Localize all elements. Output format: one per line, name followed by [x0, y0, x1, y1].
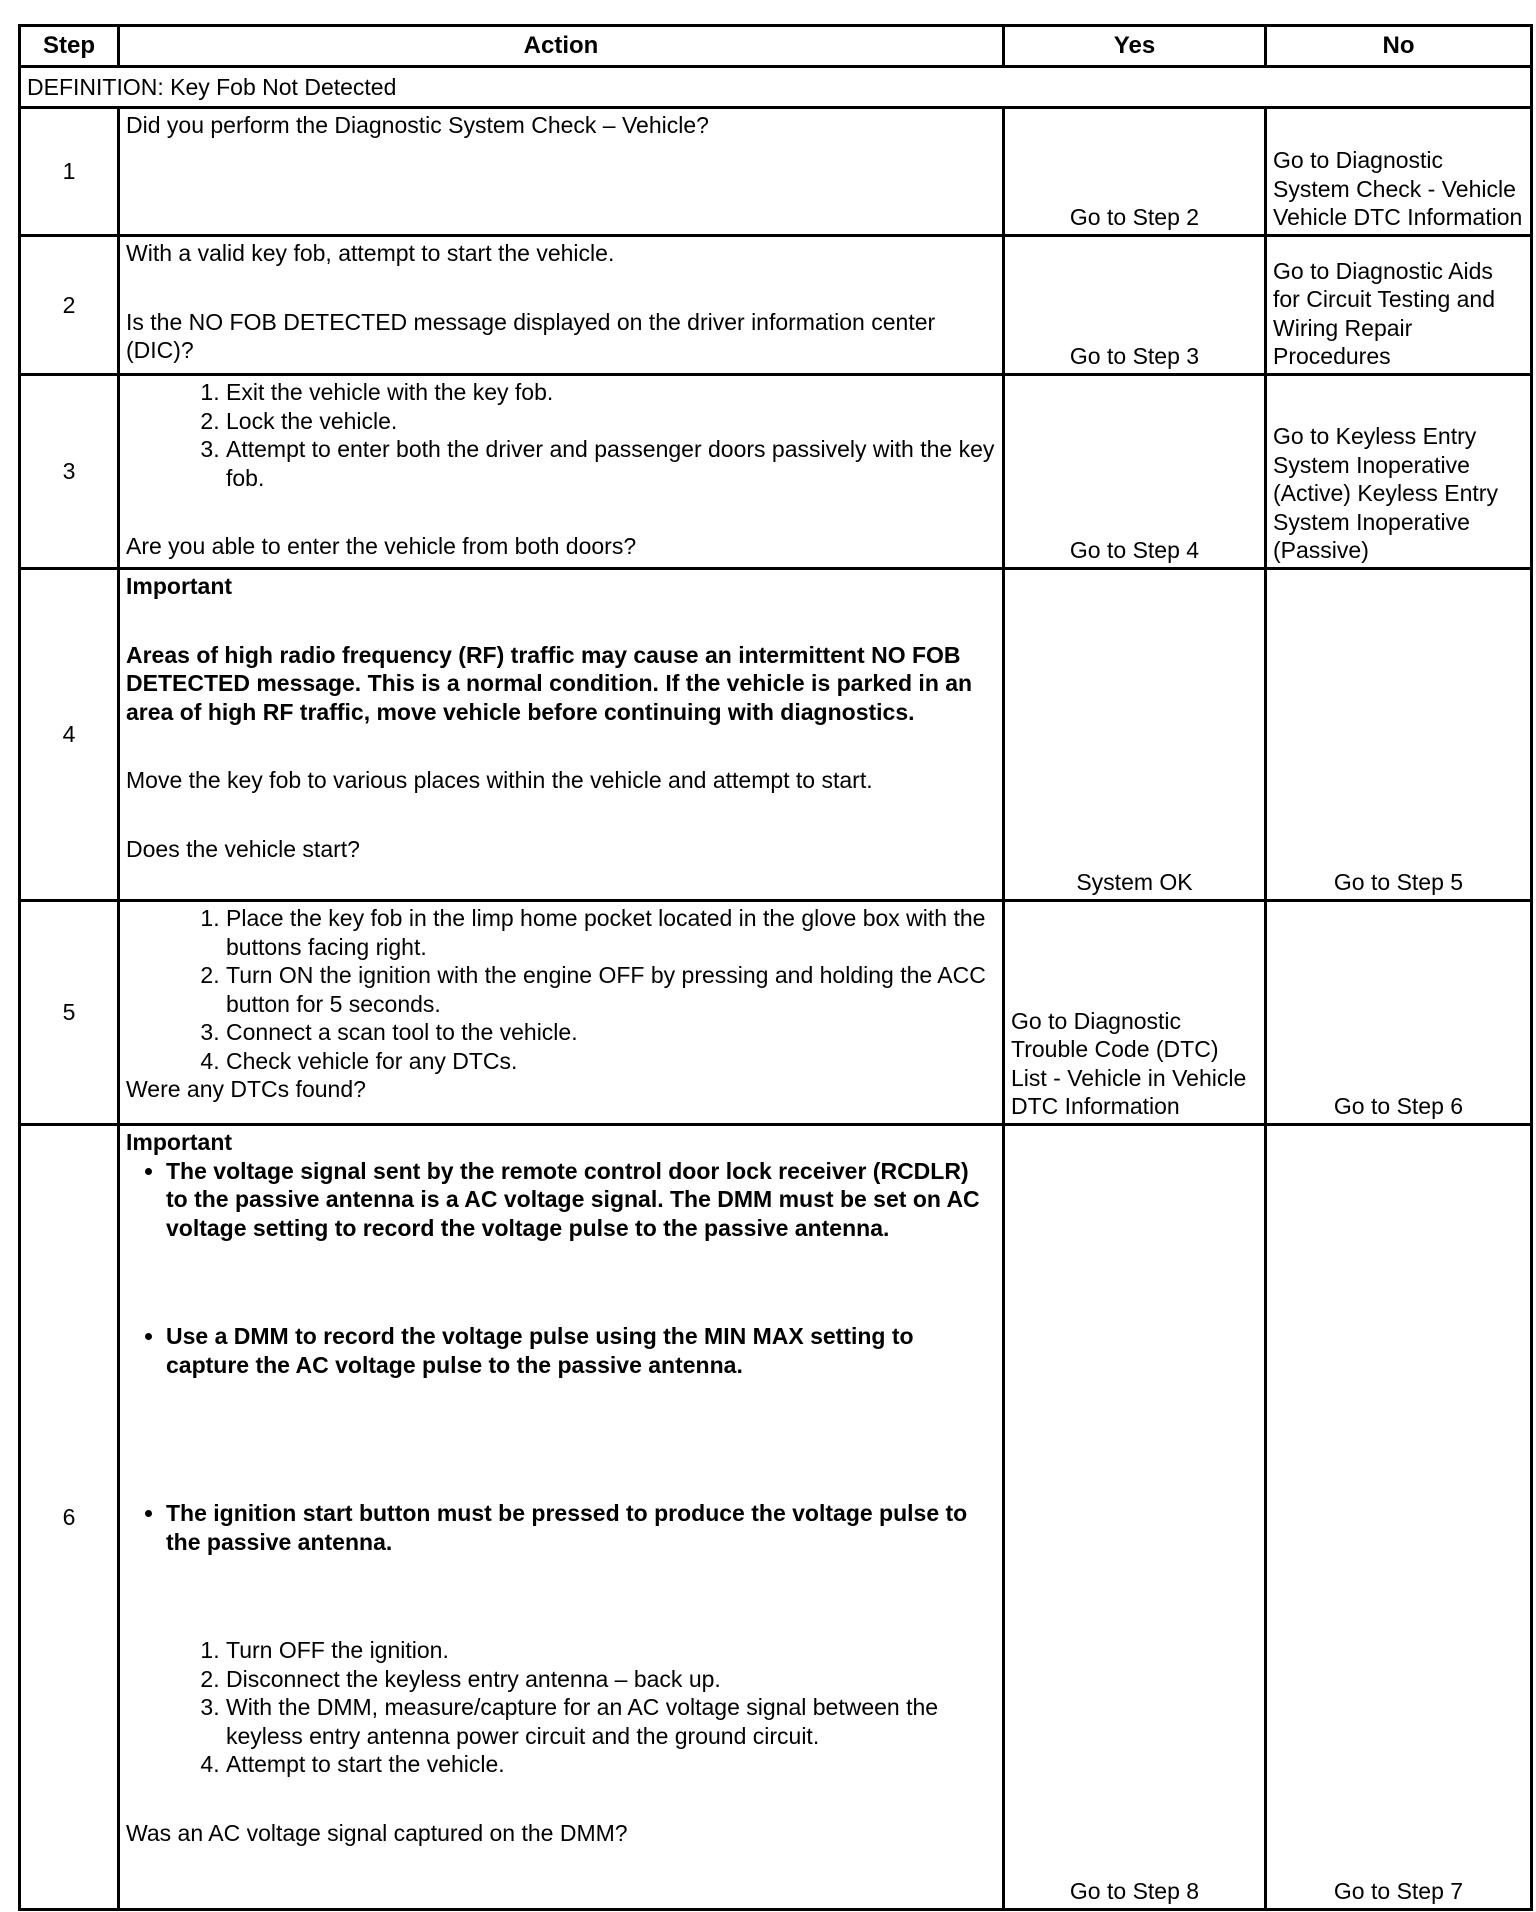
step-number: 4 — [20, 569, 119, 901]
list-item: 3. Connect a scan tool to the vehicle. — [226, 1018, 996, 1047]
action-question: Did you perform the Diagnostic System Check – Vehicle? — [126, 112, 709, 138]
step-number: 1 — [20, 108, 119, 236]
list-item: • Use a DMM to record the voltage pulse using the MIN MAX setting to capture the AC voltage pulse to the passive antenna. — [166, 1322, 996, 1379]
table-row — [20, 1125, 1532, 1910]
yes-cell: Go to Step 8 — [1004, 1125, 1266, 1910]
list-item: • The voltage signal sent by the remote control door lock receiver (RCDLR) to the passive antenna is a AC voltage signal. The DMM must be set on AC voltage setting to record the voltage pulse to the passive antenna. — [166, 1157, 996, 1243]
action-list — [126, 1636, 996, 1779]
definition-row — [20, 67, 1532, 108]
step-number: 3 — [20, 375, 119, 569]
important-bullets — [126, 1499, 996, 1556]
list-item: • The ignition start button must be pressed to produce the voltage pulse to the passive antenna. — [166, 1499, 996, 1556]
no-cell: Go to Step 5 — [1266, 569, 1532, 901]
yes-cell: Go to Step 3 — [1004, 236, 1266, 375]
list-item: 1. Turn OFF the ignition. — [226, 1636, 996, 1665]
action-instruction: With a valid key fob, attempt to start the vehicle. — [126, 240, 615, 266]
action-cell — [119, 569, 1004, 901]
no-cell: Go to Step 6 — [1266, 901, 1532, 1125]
important-bullets — [126, 1157, 996, 1243]
table-row — [20, 901, 1532, 1125]
definition-text: DEFINITION: Key Fob Not Detected — [20, 67, 1532, 108]
header-action: Action — [119, 26, 1004, 67]
important-bullets — [126, 1322, 996, 1379]
yes-cell: Go to Step 2 — [1004, 108, 1266, 236]
header-step: Step — [20, 26, 119, 67]
diagnostic-table — [18, 24, 1533, 1911]
header-no: No — [1266, 26, 1532, 67]
action-cell — [119, 108, 1004, 236]
step-number: 6 — [20, 1125, 119, 1910]
action-cell — [119, 901, 1004, 1125]
action-question: Was an AC voltage signal captured on the DMM? — [126, 1819, 628, 1846]
step-number: 5 — [20, 901, 119, 1125]
action-cell — [119, 375, 1004, 569]
list-item: 2. Lock the vehicle. — [226, 407, 996, 436]
action-list — [126, 378, 996, 492]
no-cell: Go to Diagnostic System Check - Vehicle Vehicle DTC Information — [1266, 108, 1532, 236]
action-cell — [119, 1125, 1004, 1910]
no-cell: Go to Keyless Entry System Inoperative (Active) Keyless Entry System Inoperative (Passive) — [1266, 375, 1532, 569]
table-row — [20, 108, 1532, 236]
action-question: Were any DTCs found? — [126, 1076, 366, 1103]
important-heading: Important — [126, 1129, 233, 1155]
list-item: 4. Check vehicle for any DTCs. — [226, 1047, 996, 1076]
list-item: 2. Disconnect the keyless entry antenna – back up. — [226, 1665, 996, 1694]
table-row — [20, 375, 1532, 569]
action-list — [126, 904, 996, 1075]
yes-cell: System OK — [1004, 569, 1266, 901]
header-yes: Yes — [1004, 26, 1266, 67]
no-cell: Go to Diagnostic Aids for Circuit Testing and Wiring Repair Procedures — [1266, 236, 1532, 375]
list-item: 1. Place the key fob in the limp home pocket located in the glove box with the buttons facing right. — [226, 904, 996, 961]
step-number: 2 — [20, 236, 119, 375]
list-item: 1. Exit the vehicle with the key fob. — [226, 378, 996, 407]
list-item: 3. With the DMM, measure/capture for an AC voltage signal between the keyless entry antenna power circuit and the ground circuit. — [226, 1693, 996, 1750]
list-item: 2. Turn ON the ignition with the engine OFF by pressing and holding the ACC button for 5 seconds. — [226, 961, 996, 1018]
action-question: Does the vehicle start? — [126, 835, 360, 862]
yes-cell: Go to Step 4 — [1004, 375, 1266, 569]
important-warning: Areas of high radio frequency (RF) traffic may cause an intermittent NO FOB DETECTED message. This is a normal condition. If the vehicle is parked in an area of high RF traffic, move vehicle before continuing with diagnostics. — [126, 641, 973, 725]
header-row — [20, 26, 1532, 67]
no-cell: Go to Step 7 — [1266, 1125, 1532, 1910]
list-item: 3. Attempt to enter both the driver and passenger doors passively with the key fob. — [226, 435, 996, 492]
action-instruction: Move the key fob to various places within the vehicle and attempt to start. — [126, 767, 873, 794]
action-question: Is the NO FOB DETECTED message displayed on the driver information center (DIC)? — [126, 308, 936, 364]
yes-cell: Go to Diagnostic Trouble Code (DTC) List - Vehicle in Vehicle DTC Information — [1004, 901, 1266, 1125]
important-heading: Important — [126, 573, 233, 599]
table-row — [20, 569, 1532, 901]
action-cell — [119, 236, 1004, 375]
list-item: 4. Attempt to start the vehicle. — [226, 1750, 996, 1779]
table-row — [20, 236, 1532, 375]
action-question: Are you able to enter the vehicle from both doors? — [126, 533, 637, 560]
